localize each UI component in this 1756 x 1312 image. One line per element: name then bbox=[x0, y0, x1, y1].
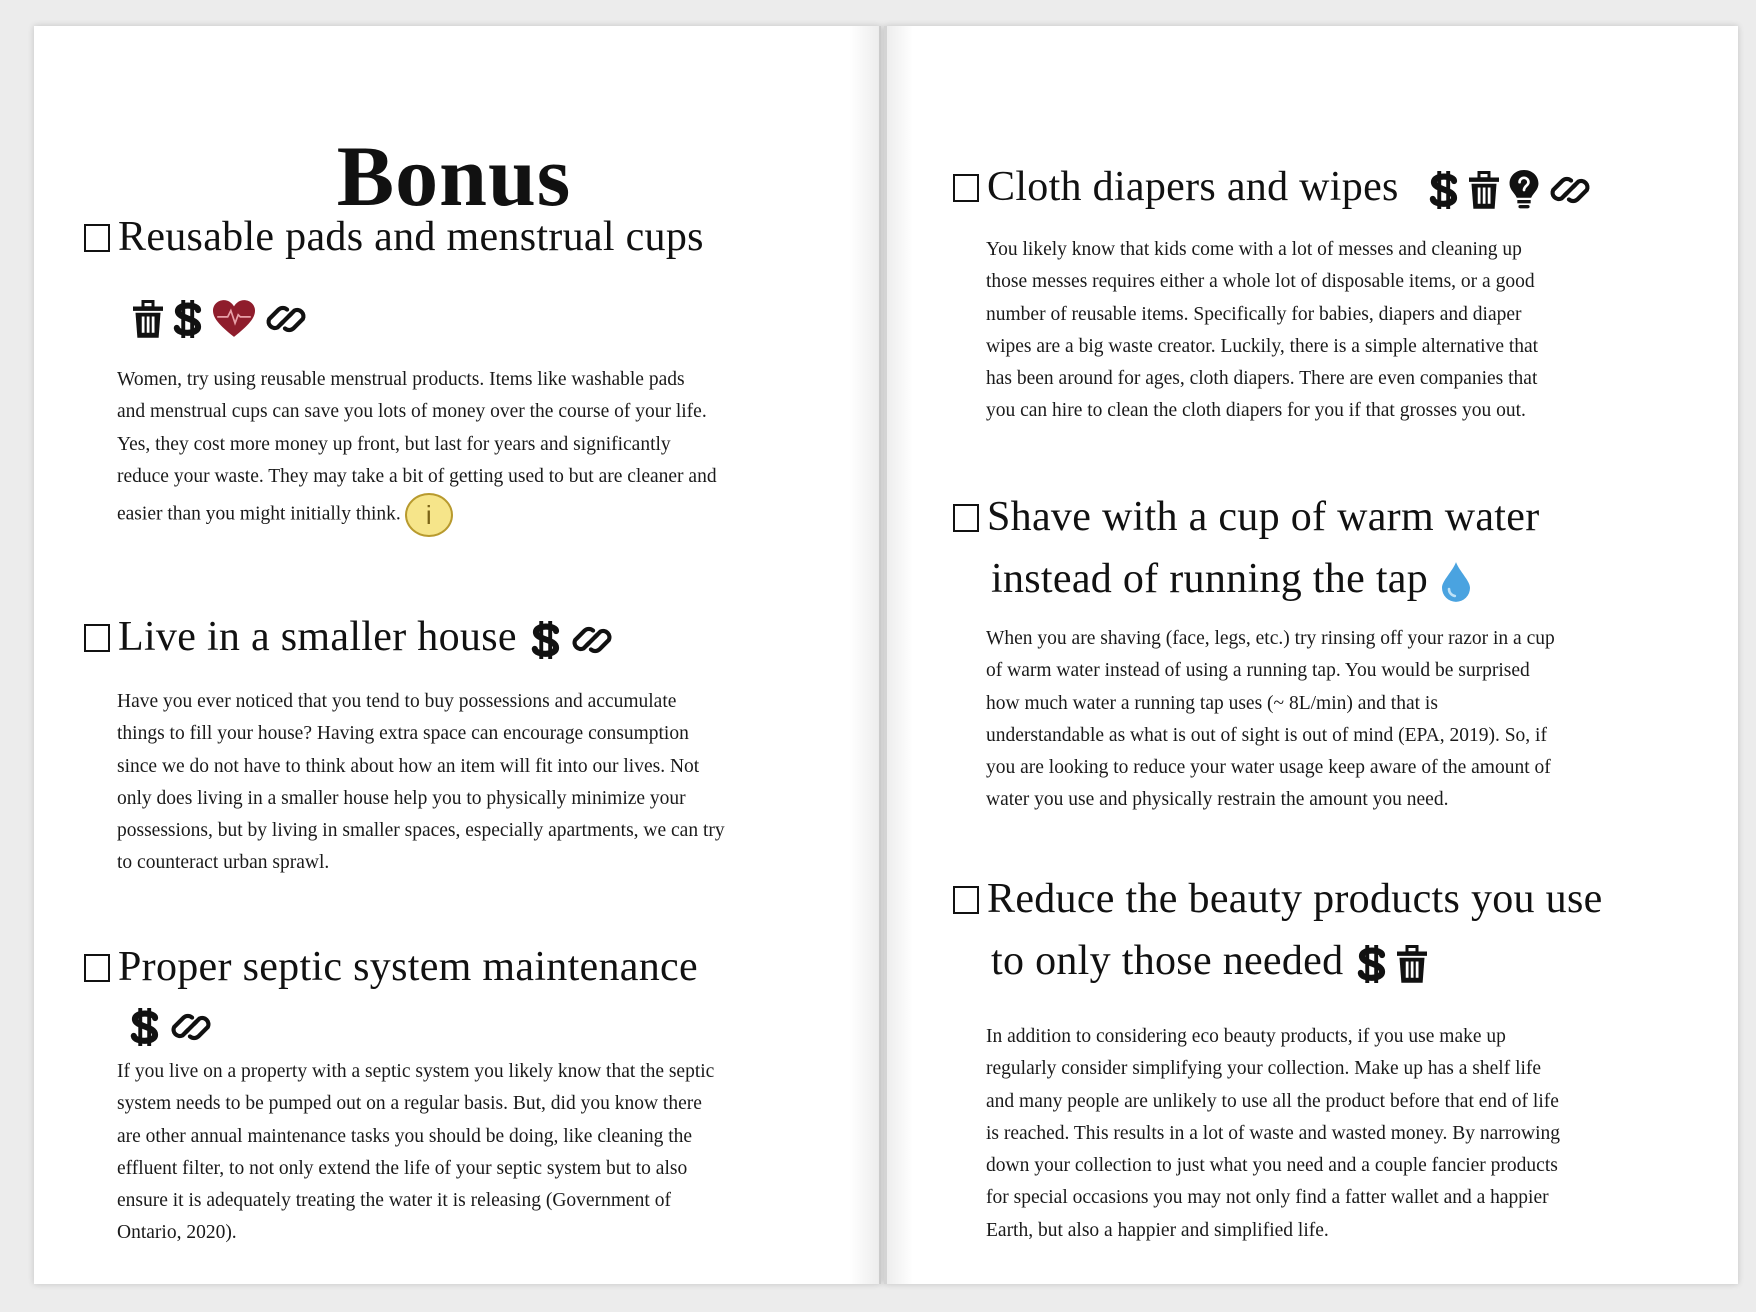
section-body-shave bbox=[986, 623, 1555, 817]
section-body-cloth-diapers bbox=[986, 234, 1538, 428]
icon-row bbox=[531, 619, 613, 661]
left-page bbox=[34, 26, 881, 1284]
dollar-icon bbox=[130, 1008, 160, 1046]
text-line: When you are shaving (face, legs, etc.) try rinsing off your razor in a cup bbox=[986, 628, 1555, 649]
heading-text: Live in a smaller house bbox=[118, 614, 517, 660]
link-icon bbox=[571, 619, 613, 661]
text-line: of warm water instead of using a running tap. You would be surprised bbox=[986, 660, 1530, 682]
checkbox[interactable] bbox=[953, 504, 979, 532]
dollar-icon bbox=[1357, 945, 1387, 983]
heading-text: to only those needed bbox=[991, 938, 1344, 984]
text-line: You likely know that kids come with a lot of messes and cleaning up bbox=[986, 239, 1522, 260]
trash-icon bbox=[133, 300, 163, 338]
text-line: number of reusable items. Specifically for babies, diapers and diaper bbox=[986, 303, 1522, 325]
checkbox[interactable] bbox=[84, 624, 110, 652]
text-line: water you use and physically restrain the amount you need. bbox=[986, 789, 1449, 811]
link-icon bbox=[265, 298, 307, 340]
text-line: since we do not have to think about how an item will fit into our lives. Not bbox=[117, 755, 700, 777]
icon-row bbox=[1442, 562, 1470, 602]
text-line: ensure it is adequately treating the water it is releasing (Government of bbox=[117, 1190, 671, 1212]
text-line: Women, try using reusable menstrual products. Items like washable pads bbox=[117, 369, 685, 390]
section-heading-cloth-diapers bbox=[953, 156, 1591, 218]
text-line: you can hire to clean the cloth diapers for you if that grosses you out. bbox=[986, 400, 1526, 422]
heart-icon bbox=[213, 300, 255, 338]
text-line: and menstrual cups can save you lots of money over the course of your life. bbox=[117, 401, 707, 423]
text-line: regularly consider simplifying your collection. Make up has a shelf life bbox=[986, 1058, 1542, 1080]
link-icon bbox=[170, 1006, 212, 1048]
checkbox[interactable] bbox=[84, 954, 110, 982]
text-line: Have you ever noticed that you tend to buy possessions and accumulate bbox=[117, 691, 677, 712]
info-button[interactable]: i bbox=[405, 493, 453, 537]
heading-text: Proper septic system maintenance bbox=[118, 944, 698, 990]
text-line: effluent filter, to not only extend the life of your septic system but to also bbox=[117, 1157, 688, 1179]
checkbox[interactable] bbox=[953, 174, 979, 202]
right-page bbox=[884, 26, 1738, 1284]
dollar-icon bbox=[173, 300, 203, 338]
text-line: Yes, they cost more money up front, but last for years and significantly bbox=[117, 433, 671, 455]
lightbulb-icon bbox=[1509, 170, 1539, 210]
text-line: only does living in a smaller house help you to physically minimize your bbox=[117, 787, 686, 809]
text-line: those messes requires either a whole lot of disposable items, or a good bbox=[986, 271, 1535, 293]
dollar-icon bbox=[531, 621, 561, 659]
text-line: is reached. This results in a lot of waste and wasted money. By narrowing bbox=[986, 1122, 1561, 1144]
text-line: easier than you might initially think. bbox=[117, 503, 401, 525]
text-line: things to fill your house? Having extra space can encourage consumption bbox=[117, 723, 689, 745]
trash-icon bbox=[1469, 171, 1499, 209]
heading-text: Reusable pads and menstrual cups bbox=[118, 214, 704, 260]
checkbox[interactable] bbox=[84, 224, 110, 252]
text-line: system needs to be pumped out on a regular basis. But, did you know there bbox=[117, 1093, 702, 1115]
page-title: Bonus bbox=[336, 128, 572, 224]
section-body-reusable-pads bbox=[117, 364, 717, 537]
trash-icon bbox=[1397, 945, 1427, 983]
text-line: you are looking to reduce your water usage keep aware of the amount of bbox=[986, 757, 1551, 779]
section-body-smaller-house bbox=[117, 686, 725, 880]
heading-text: Reduce the beauty products you use bbox=[987, 876, 1603, 922]
icon-row bbox=[1429, 169, 1591, 211]
text-line: wipes are a big waste creator. Luckily, there is a simple alternative that bbox=[986, 335, 1539, 357]
text-line: In addition to considering eco beauty products, if you use make up bbox=[986, 1026, 1506, 1047]
heading-text: Shave with a cup of warm water bbox=[987, 494, 1540, 540]
text-line: down your collection to just what you need and a couple fancier products bbox=[986, 1155, 1558, 1177]
section-heading-septic bbox=[84, 936, 698, 998]
section-body-septic bbox=[117, 1056, 714, 1250]
section-heading-shave bbox=[953, 486, 1539, 610]
text-line: and many people are unlikely to use all the product before that end of life bbox=[986, 1090, 1559, 1112]
heading-text: instead of running the tap bbox=[991, 556, 1429, 602]
section-heading-smaller-house bbox=[84, 606, 613, 668]
water-drop-icon bbox=[1442, 562, 1470, 602]
text-line: for special occasions you may not only find a fatter wallet and a happier bbox=[986, 1187, 1549, 1209]
text-line: Ontario, 2020). bbox=[117, 1222, 237, 1244]
icon-row bbox=[133, 298, 307, 340]
link-icon bbox=[1549, 169, 1591, 211]
section-heading-reusable-pads bbox=[84, 206, 704, 268]
text-line: has been around for ages, cloth diapers. There are even companies that bbox=[986, 368, 1538, 390]
checkbox[interactable] bbox=[953, 886, 979, 914]
text-line: how much water a running tap uses (~ 8L/min) and that is bbox=[986, 692, 1438, 714]
text-line: reduce your waste. They may take a bit of getting used to but are cleaner and bbox=[117, 465, 717, 487]
text-line: are other annual maintenance tasks you should be doing, like cleaning the bbox=[117, 1125, 693, 1147]
icon-row bbox=[130, 1006, 212, 1048]
heading-text: Cloth diapers and wipes bbox=[987, 164, 1399, 210]
text-line: Earth, but also a happier and simplified life. bbox=[986, 1219, 1329, 1241]
text-line: possessions, but by living in smaller spaces, especially apartments, we can try bbox=[117, 820, 725, 842]
text-line: If you live on a property with a septic system you likely know that the septic bbox=[117, 1061, 715, 1082]
icon-row bbox=[1357, 945, 1427, 983]
section-body-beauty bbox=[986, 1021, 1560, 1247]
text-line: to counteract urban sprawl. bbox=[117, 852, 330, 874]
text-line: understandable as what is out of sight is out of mind (EPA, 2019). So, if bbox=[986, 724, 1547, 746]
dollar-icon bbox=[1429, 171, 1459, 209]
section-heading-beauty bbox=[953, 868, 1603, 992]
